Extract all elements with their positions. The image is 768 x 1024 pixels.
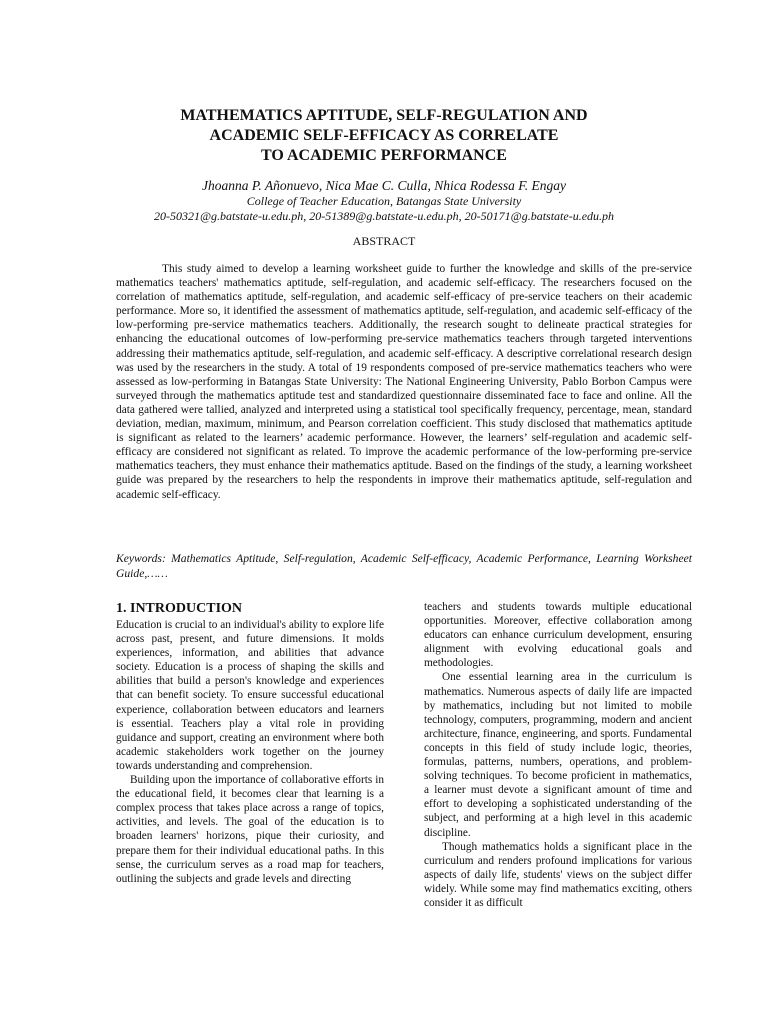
author-affiliation: College of Teacher Education, Batangas State University	[246, 194, 522, 208]
section-heading-introduction: 1. INTRODUCTION	[116, 601, 243, 616]
title-line-2: ACADEMIC SELF-EFFICACY AS CORRELATE	[209, 127, 559, 144]
abstract-text: This study aimed to develop a learning worksheet guide to further the knowledge and skills of the pre-service mathematics teachers' mathematics aptitude, self-regulation, and academic self-efficacy. The researchers focused on the correlation of mathematics aptitude, self-regulation, and academic self-efficacy of pre-service teachers on their academic performance. More so, it identified the assessment of mathematics aptitude, self-regulation, and academic self-efficacy of the low-performing pre-service mathematics teachers. Additionally, the research sought to delineate practical strategies for enhancing the educational outcomes of low-performing pre-service mathematics teachers through targeted interventions addressing their mathematics aptitude, self-regulation, and academic self-efficacy. A descriptive correlational research design was used by the researchers in the study. A total of 19 respondents composed of pre-service mathematics teachers who were assessed as low-performing in Batangas State University: The National Engineering University, Pablo Borbon Campus were surveyed through the mathematics aptitude test and standardized questionnaire disseminated face to face and online. All the data gathered were tallied, analyzed and interpreted using a statistical tool specifically frequency, percentage, mean, standard deviation, median, maximum, minimum, and Pearson correlation coefficient. This study disclosed that mathematics aptitude is significant as related to the learners’ academic performance. However, the learners’ self-regulation and academic self-efficacy are considered not significant as related. To improve the academic performance of the low-performing pre-service mathematics teachers, they must enhance their mathematics aptitude. Based on the findings of the study, a learning worksheet guide was prepared by the researchers to help the respondents in improve their mathematics aptitude, self-regulation and academic self-efficacy.	[116, 263, 692, 501]
keywords: Keywords: Mathematics Aptitude, Self-regulation, Academic Self-efficacy, Academic Performance, Learning Worksheet Guide,……	[116, 552, 692, 580]
author-block	[60, 178, 708, 224]
paper-title	[100, 106, 668, 166]
paragraph: Education is crucial to an individual's ability to explore life across past, present, and future dimensions. It molds experiences, information, and abilities that advance society. Education is a process of shaping the skills and abilities that build a person's knowledge and experiences that can benefit society. To ensure successful educational experience, collaboration between educators and learners is essential. Teachers play a vital role in providing guidance and support, creating an environment where both academic stakeholders work together on the journey towards understanding and comprehension.	[116, 619, 384, 772]
abstract-heading: ABSTRACT	[352, 234, 416, 248]
author-emails: 20-50321@g.batstate-u.edu.ph, 20-51389@g.batstate-u.edu.ph, 20-50171@g.batstate-u.edu.ph	[153, 209, 615, 223]
paragraph: One essential learning area in the curriculum is mathematics. Numerous aspects of daily life are impacted by mathematics, including but not limited to mobile technology, computers, programming, modern and ancient architecture, finance, engineering, and sports. Fundamental concepts in this field of study include logic, theories, formulas, patterns, numbers, operations, and problem-solving techniques. To become proficient in mathematics, a learner must devote a significant amount of time and effort to developing a sophisticated understanding of the subject, and performing at a high level in this academic discipline.	[424, 671, 692, 839]
title-line-1: MATHEMATICS APTITUDE, SELF-REGULATION AND	[180, 107, 588, 124]
title-line-3: TO ACADEMIC PERFORMANCE	[261, 147, 507, 164]
left-column	[116, 600, 384, 886]
paragraph: teachers and students towards multiple educational opportunities. Moreover, effective collaboration among educators can enhance curriculum development, ensuring alignment with evolving educational goals and methodologies.	[424, 601, 692, 670]
paragraph: Though mathematics holds a significant place in the curriculum and renders profound implications for various aspects of daily life, students' views on the subject differ widely. While some may find mathematics exciting, others consider it as difficult	[424, 840, 692, 909]
author-names: Jhoanna P. Añonuevo, Nica Mae C. Culla, Nhica Rodessa F. Engay	[201, 178, 567, 193]
paragraph: Building upon the importance of collaborative efforts in the educational field, it becomes clear that learning is a complex process that takes place across a range of topics, activities, and levels. The goal of the education is to broaden learners' horizons, pique their curiosity, and prepare them for their individual educational paths. In this sense, the curriculum serves as a road map for teachers, outlining the subjects and grade levels and directing	[116, 774, 384, 885]
right-column	[424, 600, 692, 910]
